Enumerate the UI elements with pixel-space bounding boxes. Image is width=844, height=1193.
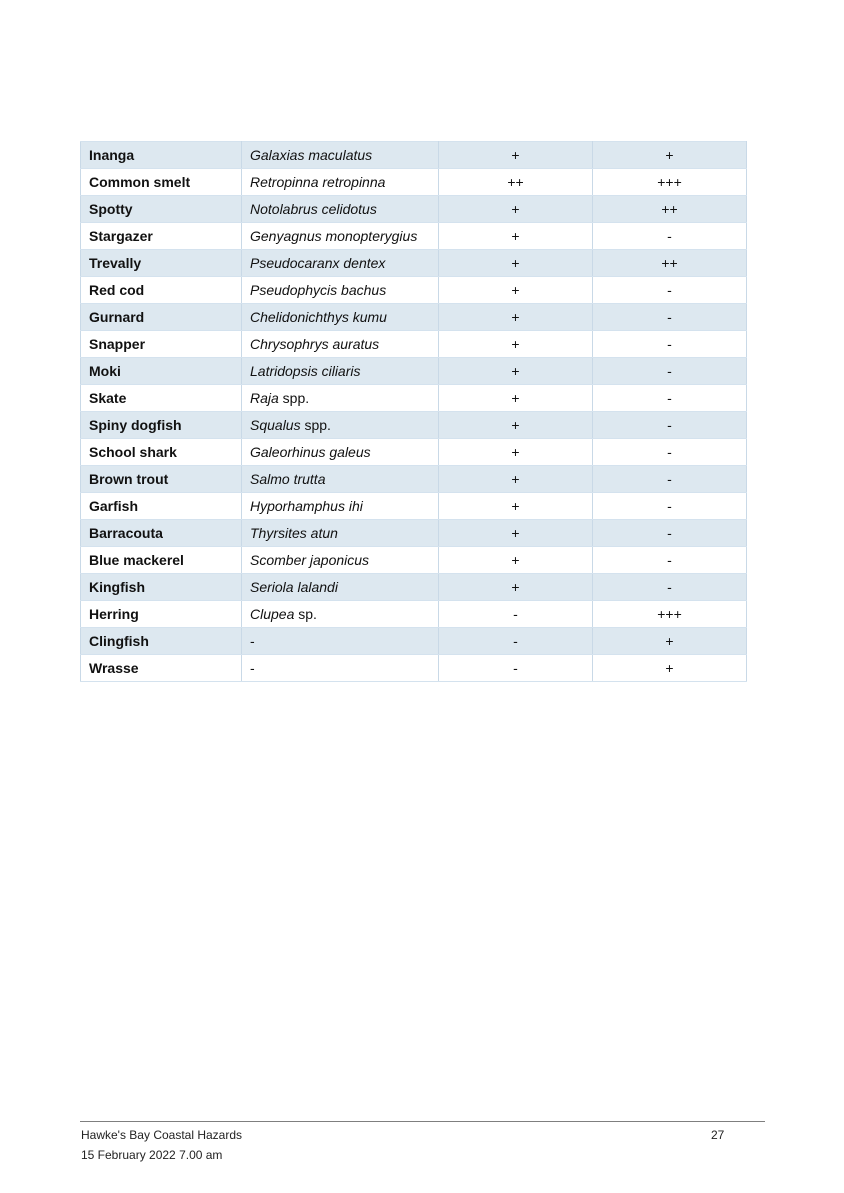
common-name-cell: Gurnard <box>81 304 242 331</box>
scientific-name-cell <box>242 277 439 304</box>
abundance-a-cell: ++ <box>439 169 593 196</box>
table-row <box>81 520 747 547</box>
abundance-b-cell: - <box>593 574 747 601</box>
scientific-name-suffix: sp. <box>294 606 317 622</box>
scientific-name: Genyagnus monopterygius <box>250 228 418 244</box>
abundance-b-cell: ++ <box>593 196 747 223</box>
common-name-cell: Herring <box>81 601 242 628</box>
scientific-name: Scomber japonicus <box>250 552 370 568</box>
common-name-cell: Spiny dogfish <box>81 412 242 439</box>
abundance-a-cell: + <box>439 250 593 277</box>
table-row <box>81 601 747 628</box>
footer-document-title: Hawke's Bay Coastal Hazards <box>81 1128 243 1142</box>
scientific-name-cell <box>242 520 439 547</box>
table-row <box>81 223 747 250</box>
scientific-name: Galaxias maculatus <box>250 147 373 163</box>
scientific-name: Thyrsites atun <box>250 525 338 541</box>
common-name-cell: Spotty <box>81 196 242 223</box>
scientific-name-cell <box>242 601 439 628</box>
footer-date: 15 February 2022 7.00 am <box>81 1148 223 1162</box>
abundance-a-cell: + <box>439 142 593 169</box>
abundance-b-cell: + <box>593 628 747 655</box>
table-row <box>81 250 747 277</box>
abundance-b-cell: - <box>593 223 747 250</box>
abundance-a-cell: + <box>439 547 593 574</box>
scientific-name-suffix: spp. <box>300 417 331 433</box>
scientific-name-cell <box>242 493 439 520</box>
table-row <box>81 547 747 574</box>
scientific-name: Notolabrus celidotus <box>250 201 377 217</box>
scientific-name: Pseudophycis bachus <box>250 282 387 298</box>
scientific-name-cell <box>242 574 439 601</box>
scientific-name: Pseudocaranx dentex <box>250 255 386 271</box>
common-name-cell: Kingfish <box>81 574 242 601</box>
abundance-b-cell: - <box>593 493 747 520</box>
common-name-cell: Stargazer <box>81 223 242 250</box>
abundance-b-cell: - <box>593 385 747 412</box>
species-table <box>80 141 747 682</box>
common-name-cell: Barracouta <box>81 520 242 547</box>
common-name-cell: Clingfish <box>81 628 242 655</box>
scientific-name-cell <box>242 304 439 331</box>
scientific-name-cell <box>242 439 439 466</box>
scientific-name-cell <box>242 358 439 385</box>
scientific-name-cell <box>242 466 439 493</box>
common-name-cell: Common smelt <box>81 169 242 196</box>
table-row <box>81 493 747 520</box>
common-name-cell: Wrasse <box>81 655 242 682</box>
abundance-a-cell: + <box>439 277 593 304</box>
abundance-a-cell: + <box>439 466 593 493</box>
table-row <box>81 304 747 331</box>
abundance-a-cell: + <box>439 439 593 466</box>
footer-page-number: 27 <box>711 1128 725 1142</box>
abundance-a-cell: + <box>439 493 593 520</box>
scientific-name: Squalus <box>250 417 301 433</box>
scientific-name: Latridopsis ciliaris <box>250 363 361 379</box>
scientific-name-cell <box>242 169 439 196</box>
abundance-a-cell: + <box>439 520 593 547</box>
scientific-name: Salmo trutta <box>250 471 326 487</box>
common-name-cell: Brown trout <box>81 466 242 493</box>
abundance-b-cell: + <box>593 142 747 169</box>
table-row <box>81 466 747 493</box>
abundance-b-cell: - <box>593 412 747 439</box>
abundance-b-cell: - <box>593 439 747 466</box>
scientific-name-cell <box>242 385 439 412</box>
scientific-name: Clupea <box>250 606 295 622</box>
scientific-name-suffix: spp. <box>278 390 310 406</box>
table-row <box>81 196 747 223</box>
abundance-b-cell: - <box>593 304 747 331</box>
scientific-name: Galeorhinus galeus <box>250 444 371 460</box>
common-name-cell: Inanga <box>81 142 242 169</box>
abundance-b-cell: + <box>593 655 747 682</box>
table-row <box>81 628 747 655</box>
abundance-b-cell: - <box>593 331 747 358</box>
abundance-a-cell: + <box>439 223 593 250</box>
table-row <box>81 574 747 601</box>
common-name-cell: School shark <box>81 439 242 466</box>
common-name-cell: Moki <box>81 358 242 385</box>
scientific-name-cell <box>242 412 439 439</box>
scientific-name-cell <box>242 547 439 574</box>
table-row <box>81 412 747 439</box>
abundance-a-cell: + <box>439 358 593 385</box>
abundance-a-cell: - <box>439 655 593 682</box>
common-name-cell: Garfish <box>81 493 242 520</box>
scientific-name-cell <box>242 331 439 358</box>
scientific-name-cell <box>242 223 439 250</box>
scientific-name-cell <box>242 196 439 223</box>
scientific-name-cell <box>242 655 439 682</box>
abundance-a-cell: + <box>439 304 593 331</box>
abundance-b-cell: - <box>593 277 747 304</box>
table-row <box>81 331 747 358</box>
abundance-b-cell: - <box>593 358 747 385</box>
table-row <box>81 385 747 412</box>
common-name-cell: Trevally <box>81 250 242 277</box>
abundance-a-cell: + <box>439 331 593 358</box>
table-row <box>81 142 747 169</box>
table-row <box>81 358 747 385</box>
scientific-name-suffix: - <box>250 660 255 676</box>
common-name-cell: Skate <box>81 385 242 412</box>
common-name-cell: Snapper <box>81 331 242 358</box>
table-row <box>81 439 747 466</box>
table-row <box>81 169 747 196</box>
abundance-b-cell: - <box>593 520 747 547</box>
abundance-a-cell: + <box>439 412 593 439</box>
common-name-cell: Blue mackerel <box>81 547 242 574</box>
scientific-name: Chrysophrys auratus <box>250 336 380 352</box>
common-name-cell: Red cod <box>81 277 242 304</box>
table-row <box>81 655 747 682</box>
abundance-a-cell: - <box>439 628 593 655</box>
scientific-name-cell <box>242 250 439 277</box>
scientific-name: Retropinna retropinna <box>250 174 386 190</box>
scientific-name-cell <box>242 628 439 655</box>
scientific-name: Chelidonichthys kumu <box>250 309 387 325</box>
abundance-b-cell: +++ <box>593 169 747 196</box>
abundance-b-cell: - <box>593 547 747 574</box>
scientific-name: Seriola lalandi <box>250 579 338 595</box>
abundance-a-cell: + <box>439 574 593 601</box>
table-row <box>81 277 747 304</box>
abundance-b-cell: +++ <box>593 601 747 628</box>
abundance-a-cell: + <box>439 196 593 223</box>
species-table-body <box>81 142 747 682</box>
abundance-a-cell: + <box>439 385 593 412</box>
abundance-b-cell: - <box>593 466 747 493</box>
abundance-b-cell: ++ <box>593 250 747 277</box>
scientific-name-suffix: - <box>250 633 255 649</box>
scientific-name: Raja <box>250 390 279 406</box>
scientific-name-cell <box>242 142 439 169</box>
footer-divider <box>80 1121 765 1122</box>
scientific-name: Hyporhamphus ihi <box>250 498 363 514</box>
abundance-a-cell: - <box>439 601 593 628</box>
